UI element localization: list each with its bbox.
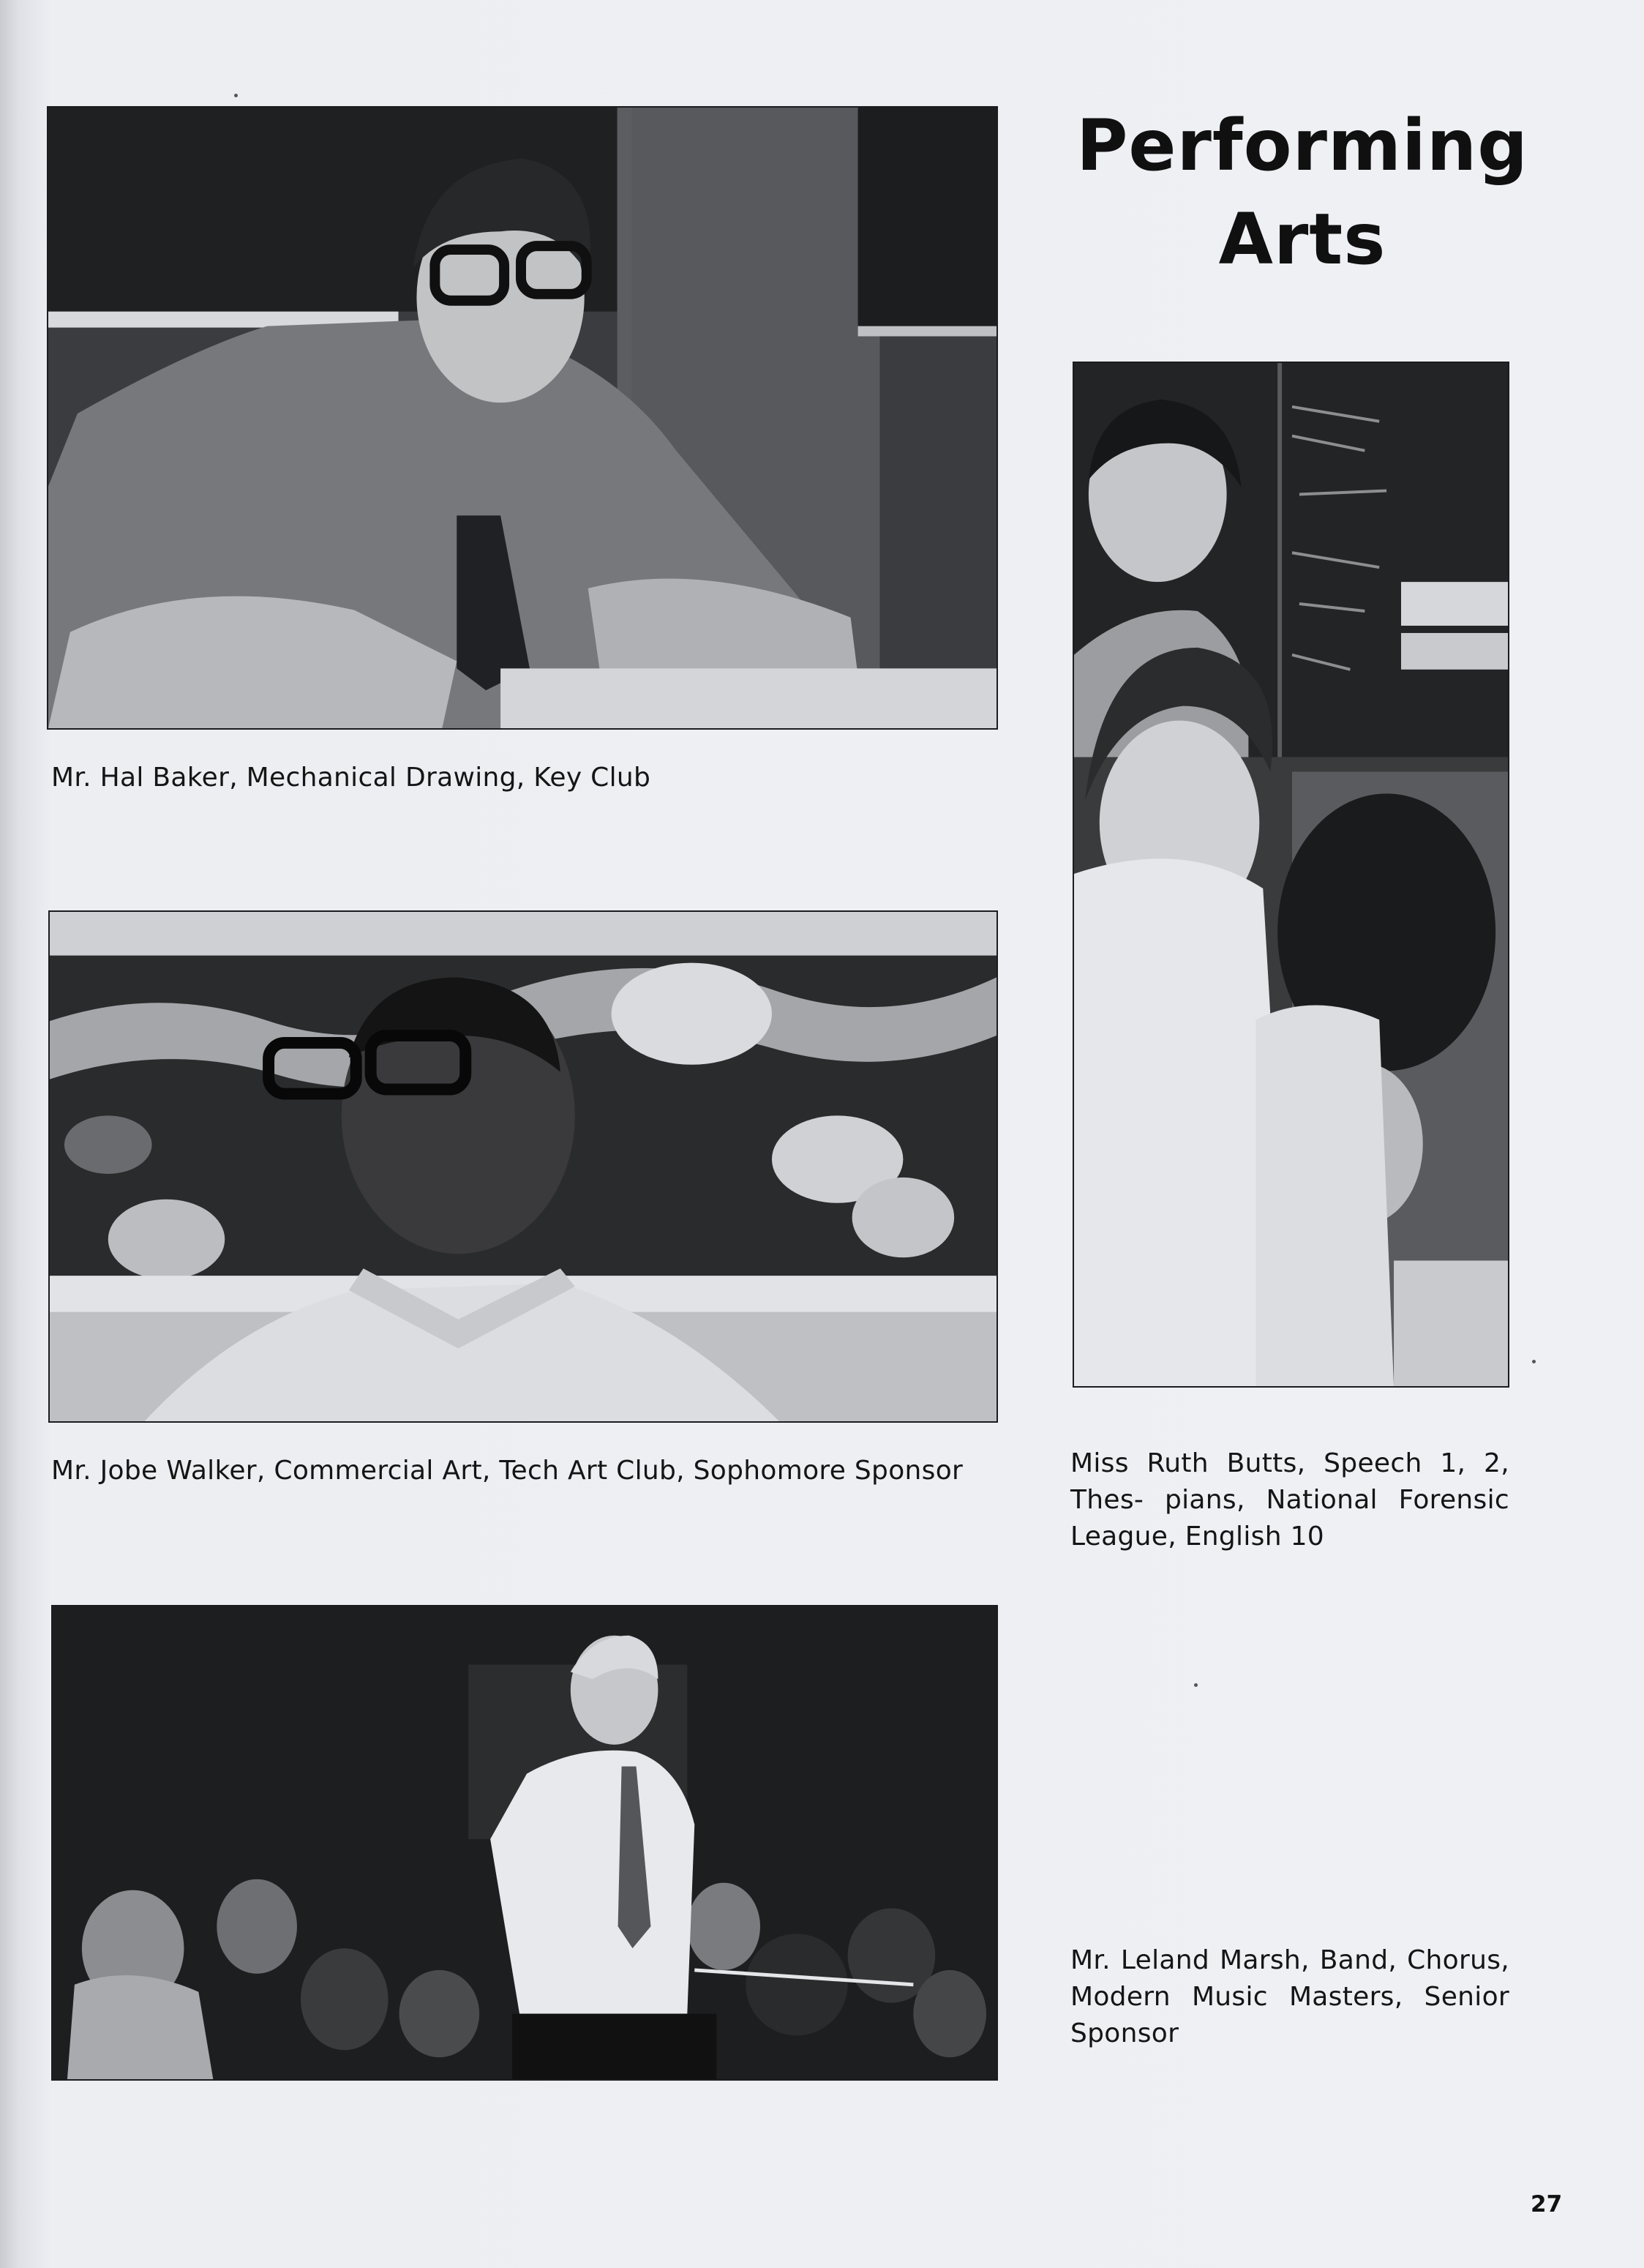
caption-hal-baker: Mr. Hal Baker, Mechanical Drawing, Key Club — [51, 763, 651, 793]
caption-jobe-walker: Mr. Jobe Walker, Commercial Art, Tech Art Club, Sophomore Sponsor — [51, 1456, 964, 1486]
page-number: 27 — [1531, 2191, 1563, 2218]
caption-leland-marsh: Mr. Leland Marsh, Band, Chorus, Modern Music Masters, Senior Sponsor — [1070, 1945, 1509, 2048]
photo-hal-baker — [47, 106, 998, 730]
heading-line-2: Arts — [1218, 198, 1386, 280]
speck-mark — [1532, 1360, 1536, 1363]
speck-mark — [1194, 1683, 1198, 1687]
photo-ruth-butts — [1073, 362, 1509, 1388]
photo-leland-marsh — [51, 1605, 998, 2081]
section-heading — [1043, 99, 1562, 286]
caption-ruth-butts: Miss Ruth Butts, Speech 1, 2, Thes- pians, National Forensic League, English 10 — [1070, 1448, 1509, 1552]
heading-line-1: Performing — [1076, 105, 1528, 187]
speck-mark — [234, 94, 238, 97]
photo-jobe-walker — [48, 910, 998, 1423]
